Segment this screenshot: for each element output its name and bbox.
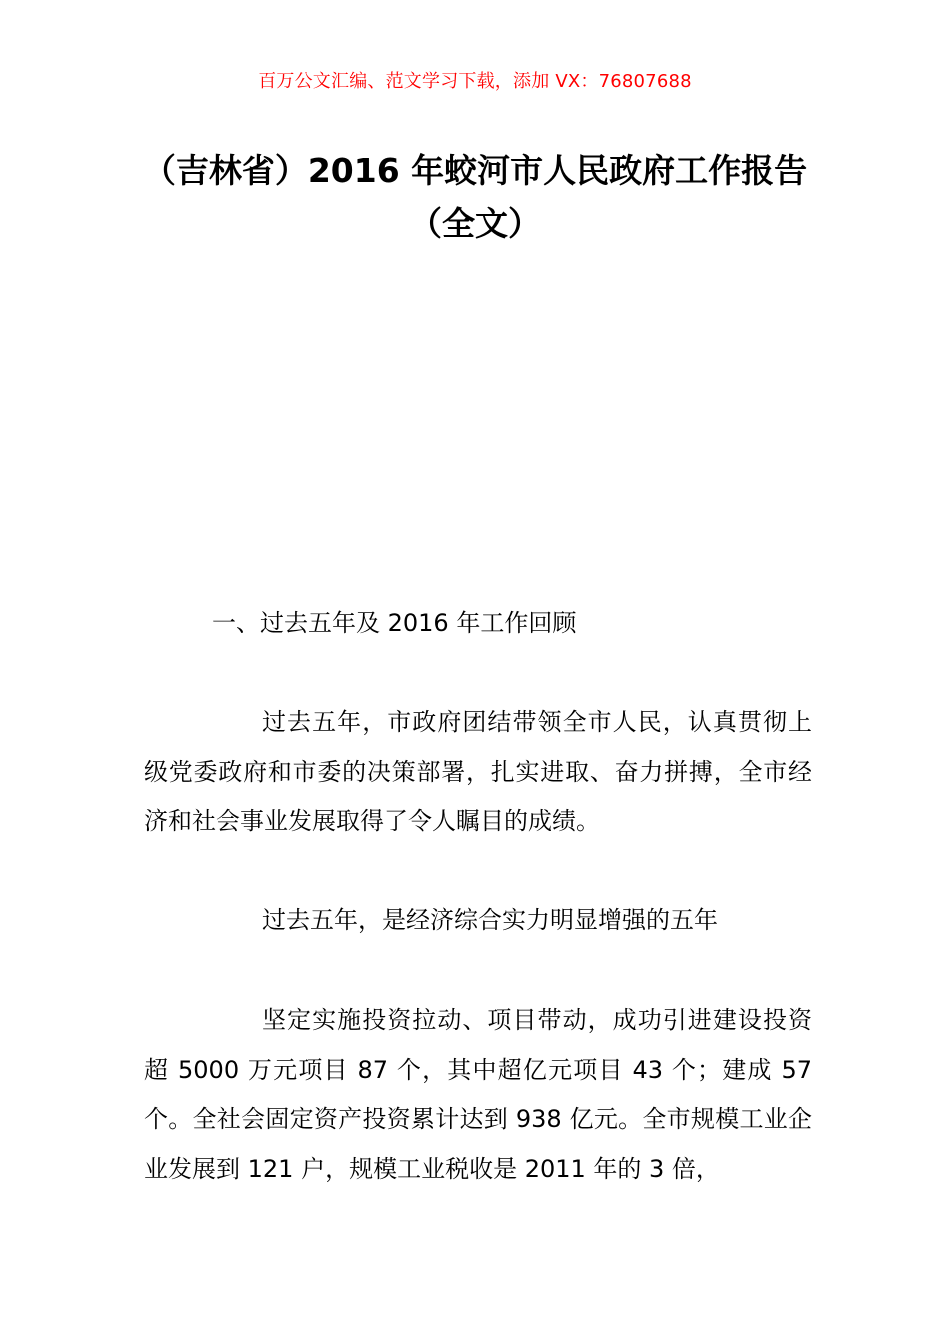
section-heading: 一、过去五年及 2016 年工作回顾: [212, 609, 577, 637]
paragraph-subheading: 过去五年，是经济综合实力明显增强的五年: [262, 906, 718, 934]
watermark-banner: 百万公文汇编、范文学习下载，添加 VX：76807688: [258, 71, 692, 92]
paragraph: 过去五年，市政府团结带领全市人民，认真贯彻上级党委政府和市委的决策部署，扎实进取、奋力拼搏，全市经济和社会事业发展取得了令人瞩目的成绩。: [144, 708, 812, 835]
paragraph: 坚定实施投资拉动、项目带动，成功引进建设投资超 5000 万元项目 87 个，其中超亿元项目 43 个；建成 57 个。全社会固定资产投资累计达到 938 亿元。全市规模工业企业发展到 121 户，规模工业税收是 2011 年的 3 倍，: [144, 1006, 812, 1183]
document-title: （吉林省）2016 年蛟河市人民政府工作报告（全文）: [142, 151, 808, 243]
